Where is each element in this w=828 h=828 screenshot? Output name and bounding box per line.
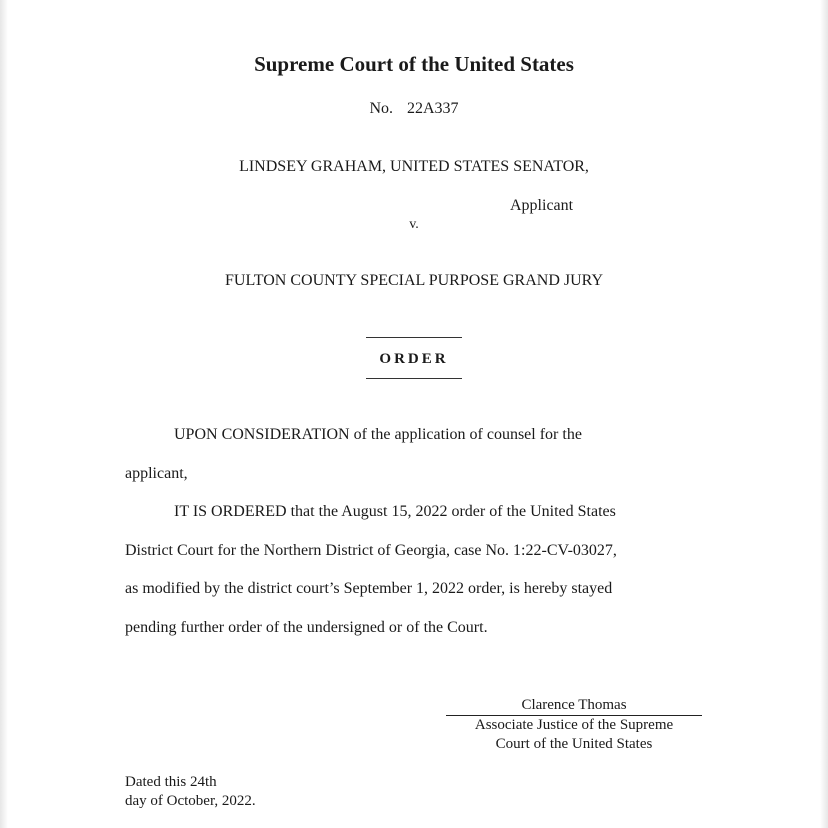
body-line: as modified by the district court’s September 1, 2022 order, is hereby stayed [125,580,613,597]
body-line: IT IS ORDERED that the August 15, 2022 order of the United States [174,503,616,520]
dated-block [125,773,256,811]
body-line: applicant, [125,465,188,482]
applicant-role: Applicant [510,197,574,214]
dated-line-2: day of October, 2022. [125,793,256,809]
order-heading: ORDER [379,351,449,367]
applicant-party: LINDSEY GRAHAM, UNITED STATES SENATOR, [239,158,589,175]
signatory-name: Clarence Thomas [446,696,702,716]
versus-label: v. [409,217,419,232]
signature-block [446,696,702,754]
respondent-party: FULTON COUNTY SPECIAL PURPOSE GRAND JURY [225,272,603,289]
court-title: Supreme Court of the United States [254,52,574,76]
docket-label: No. [369,100,393,117]
docket-line [0,100,828,118]
order-heading-box [366,337,462,379]
dated-line-1: Dated this 24th [125,774,217,790]
page-edge-left [0,0,8,828]
signatory-title-line-2: Court of the United States [495,736,653,752]
docket-number: 22A337 [407,100,459,117]
signatory-title-line-1: Associate Justice of the Supreme [474,717,674,733]
body-line: District Court for the Northern District of Georgia, case No. 1:22-CV-03027, [125,542,617,559]
page-edge-right [820,0,828,828]
body-line: UPON CONSIDERATION of the application of counsel for the [174,426,582,443]
body-line: pending further order of the undersigned or of the Court. [125,619,488,636]
